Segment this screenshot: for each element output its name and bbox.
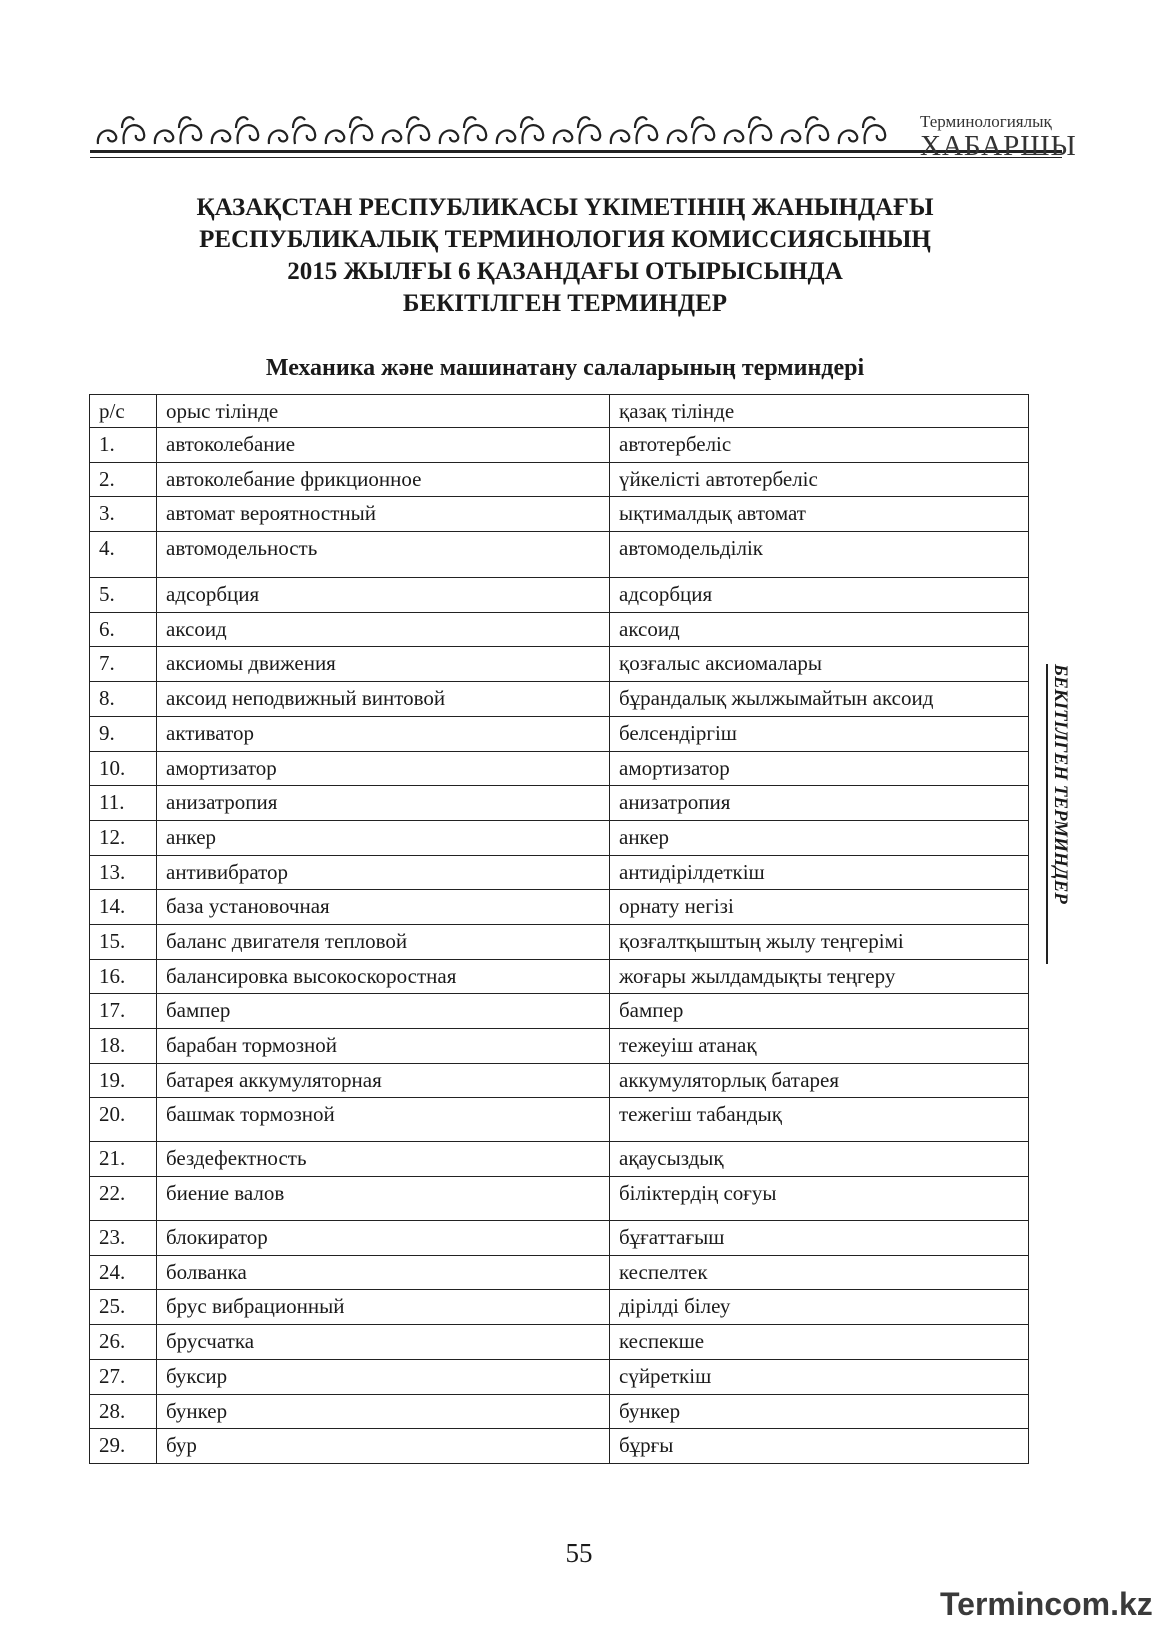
ornament-motif xyxy=(497,117,543,144)
ornament-motif xyxy=(212,117,258,144)
table-row xyxy=(90,959,1029,994)
table-row xyxy=(90,924,1029,959)
cell-number: 28. xyxy=(90,1394,157,1429)
title-line: 2015 ЖЫЛҒЫ 6 ҚАЗАНДАҒЫ ОТЫРЫСЫНДА xyxy=(287,258,843,285)
header-cell-russian: орыс тілінде xyxy=(157,395,610,428)
cell-number: 3. xyxy=(90,497,157,532)
cell-kazakh-term: бункер xyxy=(610,1394,1029,1429)
cell-number: 2. xyxy=(90,462,157,497)
cell-kazakh-term: біліктердің соғуы xyxy=(610,1177,1029,1221)
cell-number: 23. xyxy=(90,1221,157,1256)
cell-kazakh-term: автомодельділік xyxy=(610,532,1029,578)
cell-russian-term: активатор xyxy=(157,716,610,751)
cell-russian-term: антивибратор xyxy=(157,855,610,890)
cell-russian-term: адсорбция xyxy=(157,578,610,613)
ornament-motif xyxy=(383,117,429,144)
header-rule-thick xyxy=(90,150,1062,153)
table-row xyxy=(90,1029,1029,1064)
cell-number: 1. xyxy=(90,428,157,463)
table-row xyxy=(90,1255,1029,1290)
cell-kazakh-term: амортизатор xyxy=(610,751,1029,786)
table-row xyxy=(90,682,1029,717)
table-row xyxy=(90,1063,1029,1098)
cell-russian-term: бур xyxy=(157,1429,610,1464)
cell-russian-term: брус вибрационный xyxy=(157,1290,610,1325)
cell-kazakh-term: анкер xyxy=(610,820,1029,855)
cell-kazakh-term: адсорбция xyxy=(610,578,1029,613)
cell-kazakh-term: ықтималдық автомат xyxy=(610,497,1029,532)
cell-number: 20. xyxy=(90,1098,157,1142)
cell-russian-term: автомат вероятностный xyxy=(157,497,610,532)
publication-subtitle: Терминологиялық xyxy=(920,112,1052,131)
table-row xyxy=(90,532,1029,578)
cell-russian-term: анизатропия xyxy=(157,786,610,821)
page-header xyxy=(90,108,1077,168)
cell-kazakh-term: сүйреткіш xyxy=(610,1359,1029,1394)
header-cell-kazakh: қазақ тілінде xyxy=(610,395,1029,428)
table-row xyxy=(90,855,1029,890)
ornament-motif xyxy=(782,117,828,144)
table-row xyxy=(90,994,1029,1029)
cell-number: 26. xyxy=(90,1325,157,1360)
cell-kazakh-term: автотербеліс xyxy=(610,428,1029,463)
cell-kazakh-term: тежеуіш атанақ xyxy=(610,1029,1029,1064)
ornament-motif xyxy=(155,117,201,144)
cell-number: 13. xyxy=(90,855,157,890)
ornament-motif xyxy=(554,117,600,144)
cell-kazakh-term: тежегіш табандық xyxy=(610,1098,1029,1142)
cell-russian-term: база установочная xyxy=(157,890,610,925)
cell-kazakh-term: ақаусыздық xyxy=(610,1142,1029,1177)
cell-russian-term: бездефектность xyxy=(157,1142,610,1177)
cell-number: 15. xyxy=(90,924,157,959)
cell-kazakh-term: кеспелтек xyxy=(610,1255,1029,1290)
cell-russian-term: аксиомы движения xyxy=(157,647,610,682)
cell-russian-term: бампер xyxy=(157,994,610,1029)
ornament-motif xyxy=(440,117,486,144)
cell-russian-term: биение валов xyxy=(157,1177,610,1221)
table-row xyxy=(90,1290,1029,1325)
ornament-border xyxy=(90,108,910,164)
cell-number: 22. xyxy=(90,1177,157,1221)
cell-russian-term: аксоид неподвижный винтовой xyxy=(157,682,610,717)
cell-kazakh-term: бұрғы xyxy=(610,1429,1029,1464)
cell-number: 9. xyxy=(90,716,157,751)
cell-number: 4. xyxy=(90,532,157,578)
terms-table xyxy=(89,394,1029,1464)
ornament-motif xyxy=(98,117,144,144)
ornament-motif xyxy=(725,117,771,144)
side-section-label xyxy=(1046,664,1074,964)
cell-number: 6. xyxy=(90,612,157,647)
cell-kazakh-term: дірілді білеу xyxy=(610,1290,1029,1325)
side-label-text: БЕКІТІЛГЕН ТЕРМИНДЕР xyxy=(1050,664,1071,904)
cell-number: 21. xyxy=(90,1142,157,1177)
table-row xyxy=(90,647,1029,682)
ornament-motif xyxy=(326,117,372,144)
cell-russian-term: брусчатка xyxy=(157,1325,610,1360)
cell-russian-term: балансировка высокоскоростная xyxy=(157,959,610,994)
cell-russian-term: баланс двигателя тепловой xyxy=(157,924,610,959)
cell-kazakh-term: аксоид xyxy=(610,612,1029,647)
cell-russian-term: аксоид xyxy=(157,612,610,647)
cell-number: 10. xyxy=(90,751,157,786)
cell-kazakh-term: бұрандалық жылжымайтын аксоид xyxy=(610,682,1029,717)
table-row xyxy=(90,1359,1029,1394)
site-logo: Termincom.kz xyxy=(940,1586,1153,1622)
cell-russian-term: бункер xyxy=(157,1394,610,1429)
cell-number: 25. xyxy=(90,1290,157,1325)
cell-russian-term: буксир xyxy=(157,1359,610,1394)
page-title xyxy=(90,192,1040,320)
header-cell-number: р/с xyxy=(90,395,157,428)
cell-russian-term: автомодельность xyxy=(157,532,610,578)
cell-kazakh-term: белсендіргіш xyxy=(610,716,1029,751)
table-row xyxy=(90,1325,1029,1360)
table-row xyxy=(90,428,1029,463)
cell-kazakh-term: үйкелісті автотербеліс xyxy=(610,462,1029,497)
cell-russian-term: башмак тормозной xyxy=(157,1098,610,1142)
cell-number: 16. xyxy=(90,959,157,994)
cell-russian-term: анкер xyxy=(157,820,610,855)
cell-kazakh-term: қозғалыс аксиомалары xyxy=(610,647,1029,682)
table-header-row xyxy=(90,395,1029,428)
table-row xyxy=(90,751,1029,786)
section-subtitle: Механика және машинатану салаларының терминдері xyxy=(265,355,865,381)
cell-russian-term: автоколебание фрикционное xyxy=(157,462,610,497)
cell-number: 18. xyxy=(90,1029,157,1064)
ornament-motif xyxy=(668,117,714,144)
cell-russian-term: батарея аккумуляторная xyxy=(157,1063,610,1098)
ornament-motif xyxy=(839,117,885,144)
cell-russian-term: болванка xyxy=(157,1255,610,1290)
table-row xyxy=(90,1142,1029,1177)
table-row xyxy=(90,786,1029,821)
cell-kazakh-term: аккумуляторлық батарея xyxy=(610,1063,1029,1098)
cell-kazakh-term: анизатропия xyxy=(610,786,1029,821)
table-row xyxy=(90,820,1029,855)
page-number: 55 xyxy=(565,1538,593,1568)
cell-russian-term: барабан тормозной xyxy=(157,1029,610,1064)
cell-number: 27. xyxy=(90,1359,157,1394)
table-row xyxy=(90,1429,1029,1464)
cell-number: 14. xyxy=(90,890,157,925)
cell-russian-term: автоколебание xyxy=(157,428,610,463)
table-row xyxy=(90,612,1029,647)
ornament-motif xyxy=(611,117,657,144)
cell-number: 7. xyxy=(90,647,157,682)
cell-number: 12. xyxy=(90,820,157,855)
table-row xyxy=(90,1098,1029,1142)
header-rule-thin xyxy=(90,157,1062,158)
table-row xyxy=(90,1177,1029,1221)
cell-number: 8. xyxy=(90,682,157,717)
cell-kazakh-term: кеспекше xyxy=(610,1325,1029,1360)
cell-russian-term: блокиратор xyxy=(157,1221,610,1256)
publication-title: ХАБАРШЫ xyxy=(920,130,1077,162)
cell-number: 5. xyxy=(90,578,157,613)
cell-number: 19. xyxy=(90,1063,157,1098)
terms-table-body xyxy=(90,395,1029,1464)
table-row xyxy=(90,578,1029,613)
cell-russian-term: амортизатор xyxy=(157,751,610,786)
cell-kazakh-term: бампер xyxy=(610,994,1029,1029)
table-row xyxy=(90,462,1029,497)
table-row xyxy=(90,1221,1029,1256)
cell-kazakh-term: жоғары жылдамдықты теңгеру xyxy=(610,959,1029,994)
table-row xyxy=(90,716,1029,751)
title-line: ҚАЗАҚСТАН РЕСПУБЛИКАСЫ ҮКІМЕТІНІҢ ЖАНЫНДАҒЫ xyxy=(196,194,934,221)
title-line: РЕСПУБЛИКАЛЫҚ ТЕРМИНОЛОГИЯ КОМИССИЯСЫНЫҢ xyxy=(199,226,931,253)
table-row xyxy=(90,890,1029,925)
cell-kazakh-term: қозғалтқыштың жылу теңгерімі xyxy=(610,924,1029,959)
title-line: БЕКІТІЛГЕН ТЕРМИНДЕР xyxy=(402,290,728,317)
table-row xyxy=(90,1394,1029,1429)
cell-number: 17. xyxy=(90,994,157,1029)
ornament-motif xyxy=(269,117,315,144)
cell-number: 11. xyxy=(90,786,157,821)
cell-kazakh-term: бұғаттағыш xyxy=(610,1221,1029,1256)
table-row xyxy=(90,497,1029,532)
cell-number: 24. xyxy=(90,1255,157,1290)
cell-kazakh-term: орнату негізі xyxy=(610,890,1029,925)
cell-kazakh-term: антидірілдеткіш xyxy=(610,855,1029,890)
cell-number: 29. xyxy=(90,1429,157,1464)
